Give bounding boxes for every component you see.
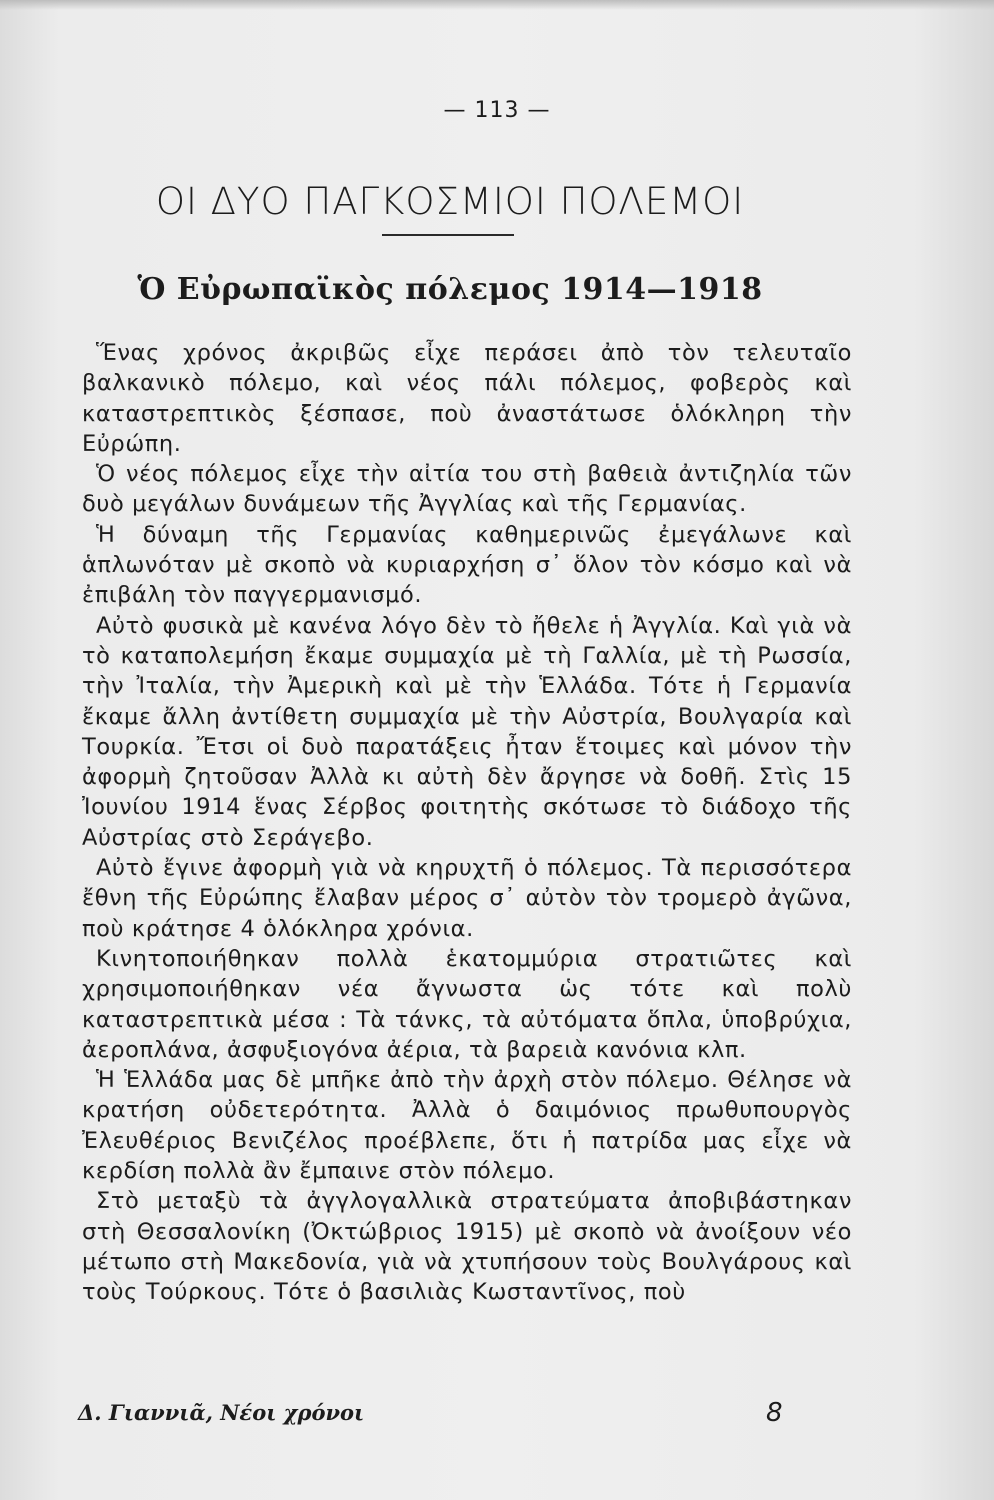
page-top-edge [0, 0, 994, 10]
paragraph: Κινητοποιήθηκαν πολλὰ ἑκατομμύρια στρατιῶτες καὶ χρησιμοποιήθηκαν νέα ἄγνωστα ὡς τότε καὶ πολὺ καταστρεπτικὰ μέσα : Τὰ τάνκς, τὰ αὐτόματα ὅπλα, ὑποβρύχια, ἀεροπλάνα, ἀσφυξιογόνα ἀέρια, τὰ βαρειὰ κανόνια κλπ. [82, 945, 852, 1063]
paragraph: Ὁ νέος πόλεμος εἶχε τὴν αἰτία του στὴ βαθειὰ ἀντιζηλία τῶν δυὸ μεγάλων δυνάμεων τῆς Ἀγγλίας καὶ τῆς Γερμανίας. [82, 461, 852, 518]
paragraph: Ἕνας χρόνος ἀκριβῶς εἶχε περάσει ἀπὸ τὸν τελευταῖο βαλκανικὸ πόλεμο, καὶ νέος πάλι πόλεμος, φοβερὸς καὶ καταστρεπτικὸς ξέσπασε, ποὺ ἀναστάτωσε ὁλόκληρη τὴν Εὐρώπη. [82, 340, 852, 457]
paragraph: Αὐτὸ ἔγινε ἀφορμὴ γιὰ νὰ κηρυχτῆ ὁ πόλεμος. Τὰ περισσότερα ἔθνη τῆς Εὐρώπης ἔλαβαν μέρος σ᾽ αὐτὸν τὸν τρομερὸ ἀγῶνα, ποὺ κράτησε 4 ὁλόκληρα χρόνια. [82, 855, 852, 942]
section-title: ΟΙ ΔΥΟ ΠΑΓΚΟΣΜΙΟΙ ΠΟΛΕΜΟΙ [155, 180, 745, 223]
footer-signature-mark: 8 [766, 1398, 783, 1428]
paragraph: Ἡ δύναμη τῆς Γερμανίας καθημερινῶς ἐμεγάλωνε καὶ ἁπλωνόταν μὲ σκοπὸ νὰ κυριαρχήση σ᾽ ὅλον τὸν κόσμο καὶ νὰ ἐπιβάλη τὸν παγγερμανισμό. [82, 521, 852, 609]
title-divider [382, 234, 514, 236]
paragraph: Στὸ μεταξὺ τὰ ἀγγλογαλλικὰ στρατεύματα ἀποβιβάστηκαν στὴ Θεσσαλονίκη (Ὀκτώβριος 1915) μὲ σκοπὸ νὰ ἀνοίξουν νέο μέτωπο στὴ Μακεδονία, γιὰ νὰ χτυπήσουν τοὺς Βουλγάρους καὶ τοὺς Τούρκους. Τότε ὁ βασιλιὰς Κωσταντῖνος, ποὺ [82, 1188, 852, 1306]
paragraph: Ἡ Ἑλλάδα μας δὲ μπῆκε ἀπὸ τὴν ἀρχὴ στὸν πόλεμο. Θέλησε νὰ κρατήση οὐδετερότητα. Ἀλλὰ ὁ δαιμόνιος πρωθυπουργὸς Ἐλευθέριος Βενιζέλος προέβλεπε, ὅτι ἡ πατρίδα μας εἶχε νὰ κερδίση πολλὰ ἂν ἔμπαινε στὸν πόλεμο. [82, 1067, 852, 1185]
footer-author-title: Δ. Γιαννιᾶ, Νέοι χρόνοι [78, 1400, 365, 1425]
page-number: — 113 — [443, 98, 551, 123]
body-text [82, 338, 852, 1308]
paragraph: Αὐτὸ φυσικὰ μὲ κανένα λόγο δὲν τὸ ἤθελε ἡ Ἀγγλία. Καὶ γιὰ νὰ τὸ καταπολεμήση ἔκαμε συμμαχία μὲ τὴ Γαλλία, μὲ τὴ Ρωσσία, τὴν Ἰταλία, τὴν Ἀμερικὴ καὶ μὲ τὴν Ἑλλάδα. Τότε ἡ Γερμανία ἔκαμε ἄλλη ἀντίθετη συμμαχία μὲ τὴν Αὐστρία, Βουλγαρία καὶ Τουρκία. Ἔτσι οἱ δυὸ παρατάξεις ἦταν ἕτοιμες καὶ μόνον τὴν ἀφορμὴ ζητοῦσαν Ἀλλὰ κι αὐτὴ δὲν ἄργησε νὰ δοθῆ. Στὶς 15 Ἰουνίου 1914 ἕνας Σέρβος φοιτητὴς σκότωσε τὸ διάδοχο τῆς Αὐστρίας στὸ Σεράγεβο. [82, 612, 852, 851]
chapter-subtitle: Ὁ Εὐρωπαϊκὸς πόλεμος 1914—1918 [137, 272, 763, 307]
